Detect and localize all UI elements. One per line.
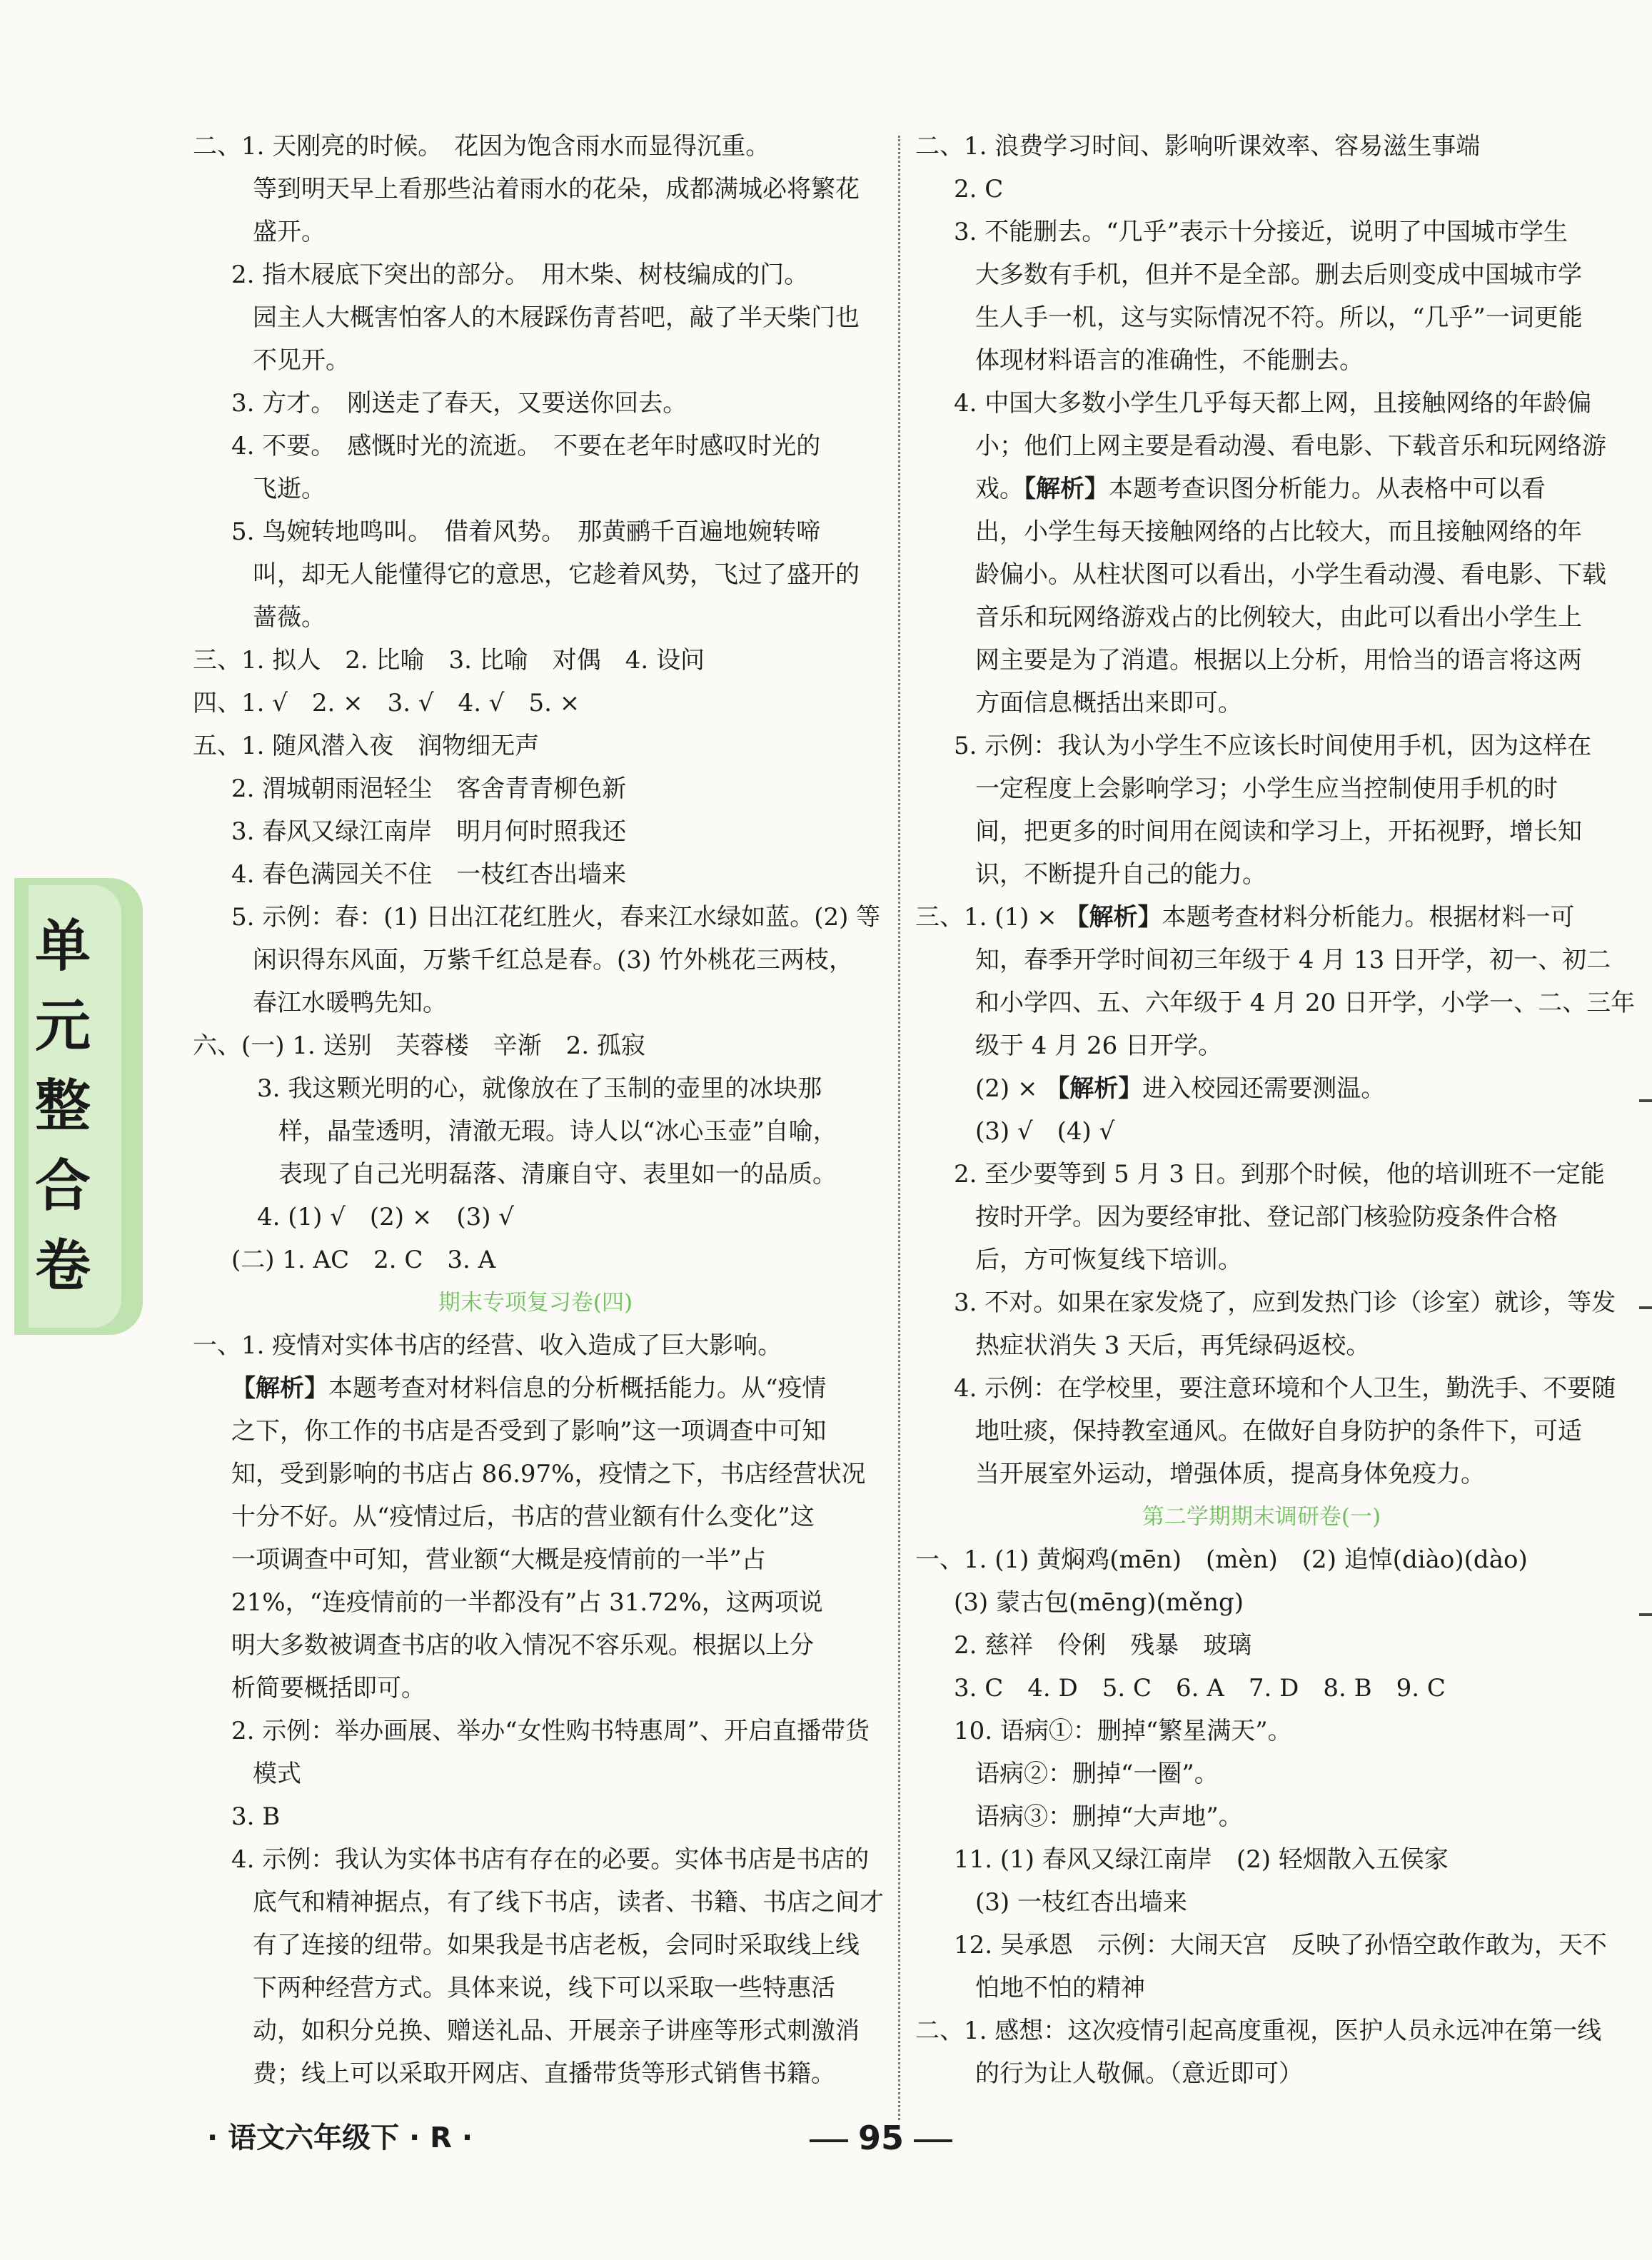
answer-line: 体现材料语言的准确性，不能删去。 [975,346,1364,375]
answer-line: 5. 示例：春：(1) 日出江花红胜火，春来江水绿如蓝。(2) 等 [231,903,881,932]
answer-line: 4. (1) √ (2) × (3) √ [257,1203,514,1231]
answer-line: 五、1. 随风潜入夜 润物细无声 [193,732,540,760]
answer-line: 级于 4 月 26 日开学。 [975,1031,1223,1060]
column-divider [898,136,900,2120]
answer-line: 龄偏小。从柱状图可以看出，小学生看动漫、看电影、下载 [975,560,1606,589]
answer-line: 闲识得东风面，万紫千红总是春。(3) 竹外桃花三两枝， [253,946,853,974]
answer-line: (3) 一枝红杏出墙来 [975,1888,1187,1917]
right-edge-marks [1635,1071,1652,1713]
answer-line: 样，晶莹透明，清澈无瑕。诗人以“冰心玉壶”自喻， [278,1117,837,1146]
answer-line: 3. 春风又绿江南岸 明月何时照我还 [231,817,627,846]
answer-line: 地吐痰，保持教室通风。在做好自身防护的条件下，可适 [975,1417,1582,1446]
answer-line: 一、1. (1) 黄焖鸡(mēn) (mèn) (2) 追悼(diào)(dào) [915,1545,1528,1574]
answer-line: 出，小学生每天接触网络的占比较大，而且接触网络的年 [975,518,1582,546]
answer-line: 园主人大概害怕客人的木屐踩伤青苔吧，敲了半天柴门也 [253,303,860,332]
answer-line: 网主要是为了消遣。根据以上分析，用恰当的语言将这两 [975,646,1582,675]
answer-line: 3. 我这颗光明的心，就像放在了玉制的壶里的冰块那 [257,1074,822,1103]
answer-line: 不见开。 [253,346,350,375]
answer-line: 3. 不对。如果在家发烧了，应到发热门诊（诊室）就诊，等发 [954,1288,1616,1317]
answer-line: 5. 示例：我认为小学生不应该长时间使用手机，因为这样在 [954,732,1592,760]
answer-line [915,896,1608,939]
answer-line: 2. 慈祥 伶俐 残暴 玻璃 [954,1631,1252,1660]
edge-tick [1639,1613,1652,1616]
answer-line: 4. 中国大多数小学生几乎每天都上网，且接触网络的年龄偏 [954,389,1592,418]
edge-tick [1639,1306,1652,1309]
answer-line: 4. 不要。 感慨时光的流逝。 不要在老年时感叹时光的 [231,432,821,460]
answer-line: 语病②：删掉“一圈”。 [975,1760,1219,1788]
answer-line: 二、1. 浪费学习时间、影响听课效率、容易滋生事端 [915,132,1481,161]
answer-line: 3. 方才。 刚送走了春天，又要送你回去。 [231,389,688,418]
answer-line: 10. 语病①：删掉“繁星满天”。 [954,1717,1292,1745]
answer-line [915,1067,1608,1110]
answer-line: 3. 不能删去。“几乎”表示十分接近，说明了中国城市学生 [954,218,1568,246]
analysis-tag: 【解析】 [1045,1074,1143,1103]
answer-line: 小；他们上网主要是看动漫、看电影、下载音乐和玩网络游 [975,432,1606,460]
answer-line: 动，如积分兑换、赠送礼品、开展亲子讲座等形式刺激消 [253,2017,860,2045]
answer-line: 明大多数被调查书店的收入情况不容乐观。根据以上分 [231,1631,814,1660]
answer-line: 知，春季开学时间初三年级于 4 月 13 日开学，初一、初二 [975,946,1611,974]
answer-line: 费；线上可以采取开网店、直播带货等形式销售书籍。 [253,2059,835,2088]
analysis-tag: 【解析】 [231,1374,328,1403]
answer-line: 叫，却无人能懂得它的意思，它趁着风势，飞过了盛开的 [253,560,860,589]
answer-line: 语病③：删掉“大声地”。 [975,1802,1243,1831]
answer-line: 11. (1) 春风又绿江南岸 (2) 轻烟散入五侯家 [954,1845,1449,1874]
dash-right [914,2139,952,2142]
answer-line: (3) √ (4) √ [975,1117,1115,1146]
answer-line [193,1367,878,1410]
answer-line: 二、1. 感想：这次疫情引起高度重视，医护人员永远冲在第一线 [915,2017,1602,2045]
answer-line: 大多数有手机，但并不是全部。删去后则变成中国城市学 [975,261,1582,289]
answer-line: 方面信息概括出来即可。 [975,689,1242,717]
analysis-tag: 【解析】 [1024,475,1109,503]
answer-line: 春江水暖鸭先知。 [253,989,447,1017]
answer-line: 当开展室外运动，增强体质，提高身体免疫力。 [975,1460,1485,1488]
answer-line: (二) 1. AC 2. C 3. A [231,1246,496,1274]
answer-line: 和小学四、五、六年级于 4 月 20 日开学，小学一、二、三年 [975,989,1636,1017]
page-number-block [800,2109,962,2166]
analysis-text: 进入校园还需要测温。 [1142,1074,1386,1103]
answer-line: 三、1. 拟人 2. 比喻 3. 比喻 对偶 4. 设问 [193,646,705,675]
answer-line: 按时开学。因为要经审批、登记部门核验防疫条件合格 [975,1203,1558,1231]
answer-line: 5. 鸟婉转地鸣叫。 借着风势。 那黄鹂千百遍地婉转啼 [231,518,821,546]
answer-line: (3) 蒙古包(mēng)(měng) [954,1588,1244,1617]
right-column [915,125,1636,2095]
answer-line: 六、(一) 1. 送别 芙蓉楼 辛渐 2. 孤寂 [193,1031,645,1060]
page-footer [0,2109,1652,2166]
answer-line: 2. 示例：举办画展、举办“女性购书特惠周”、开启直播带货 [231,1717,870,1745]
analysis-text: 本题考查对材料信息的分析概括能力。从“疫情 [328,1374,827,1403]
unit-tab-title: 单元整合卷 [34,914,91,1298]
section-heading: 第二学期期末调研卷(一) [1142,1504,1381,1530]
answer-line: 识，不断提升自己的能力。 [975,860,1266,889]
answer-line: 21%，“连疫情前的一半都没有”占 31.72%，这两项说 [231,1588,823,1617]
edge-tick [1639,1099,1652,1102]
answer-line: 4. 示例：在学校里，要注意环境和个人卫生，勤洗手、不要随 [954,1374,1616,1403]
answer-line: 2. 至少要等到 5 月 3 日。到那个时候，他的培训班不一定能 [954,1160,1605,1189]
answer-line: 生人手一机，这与实际情况不符。所以，“几乎”一词更能 [975,303,1583,332]
answer-line: 间，把更多的时间用在阅读和学习上，开拓视野，增长知 [975,817,1582,846]
analysis-text: 本题考查识图分析能力。从表格中可以看 [1109,475,1546,503]
answer-line: 3. C 4. D 5. C 6. A 7. D 8. B 9. C [954,1674,1446,1702]
answer-text: 戏。 [975,475,1024,503]
footer-subject: · 语文六年级下 · R · [207,2122,473,2154]
answer-line: 盛开。 [253,218,326,246]
answer-line: 模式 [253,1760,301,1788]
answer-line: 四、1. √ 2. × 3. √ 4. √ 5. × [193,689,580,717]
answer-line: 底气和精神据点，有了线下书店，读者、书籍、书店之间才 [253,1888,884,1917]
answer-line: 热症状消失 3 天后，再凭绿码返校。 [975,1331,1371,1360]
answer-line: 后，方可恢复线下培训。 [975,1246,1242,1274]
section-heading: 期末专项复习卷(四) [438,1290,633,1316]
answer-line: 有了连接的纽带。如果我是书店老板，会同时采取线上线 [253,1931,860,1959]
answer-line [915,468,1608,510]
answer-line: 二、1. 天刚亮的时候。 花因为饱含雨水而显得沉重。 [193,132,770,161]
answer-line: 飞逝。 [253,475,326,503]
answer-text: 三、1. (1) × [915,903,1057,932]
answer-line: 2. 渭城朝雨浥轻尘 客舍青青柳色新 [231,775,627,803]
answer-line: 知，受到影响的书店占 86.97%，疫情之下，书店经营状况 [231,1460,866,1488]
answer-line: 一项调查中可知，营业额“大概是疫情前的一半”占 [231,1545,766,1574]
answer-line: 音乐和玩网络游戏占的比例较大，由此可以看出小学生上 [975,603,1582,632]
answer-line: 2. C [954,175,1004,203]
answer-line: 2. 指木屐底下突出的部分。 用木柴、树枝编成的门。 [231,261,809,289]
unit-side-tab [14,878,143,1335]
analysis-tag: 【解析】 [1064,903,1162,932]
answer-line: 下两种经营方式。具体来说，线下可以采取一些特惠活 [253,1974,835,2002]
left-column [193,125,884,2095]
answer-line: 的行为让人敬佩。（意近即可） [975,2059,1303,2088]
answer-line: 12. 吴承恩 示例：大闹天宫 反映了孙悟空敢作敢为，天不 [954,1931,1607,1959]
answer-line: 等到明天早上看那些沾着雨水的花朵，成都满城必将繁花 [253,175,860,203]
page-number: 95 [858,2119,905,2157]
answer-text: (2) × [975,1074,1038,1103]
answer-line: 怕地不怕的精神 [975,1974,1145,2002]
answer-line: 一、1. 疫情对实体书店的经营、收入造成了巨大影响。 [193,1331,782,1360]
answer-line: 十分不好。从“疫情过后，书店的营业额有什么变化”这 [231,1503,815,1531]
answer-line: 3. B [231,1802,281,1831]
answer-line: 表现了自己光明磊落、清廉自守、表里如一的品质。 [278,1160,837,1189]
answer-line: 一定程度上会影响学习；小学生应当控制使用手机的时 [975,775,1558,803]
answer-line: 析简要概括即可。 [231,1674,425,1702]
dash-left [810,2139,848,2142]
analysis-text: 本题考查材料分析能力。根据材料一可 [1162,903,1575,932]
answer-line: 4. 示例：我认为实体书店有存在的必要。实体书店是书店的 [231,1845,870,1874]
answer-line: 4. 春色满园关不住 一枝红杏出墙来 [231,860,627,889]
answer-line: 蔷薇。 [253,603,326,632]
answer-line: 之下，你工作的书店是否受到了影响”这一项调查中可知 [231,1417,827,1446]
